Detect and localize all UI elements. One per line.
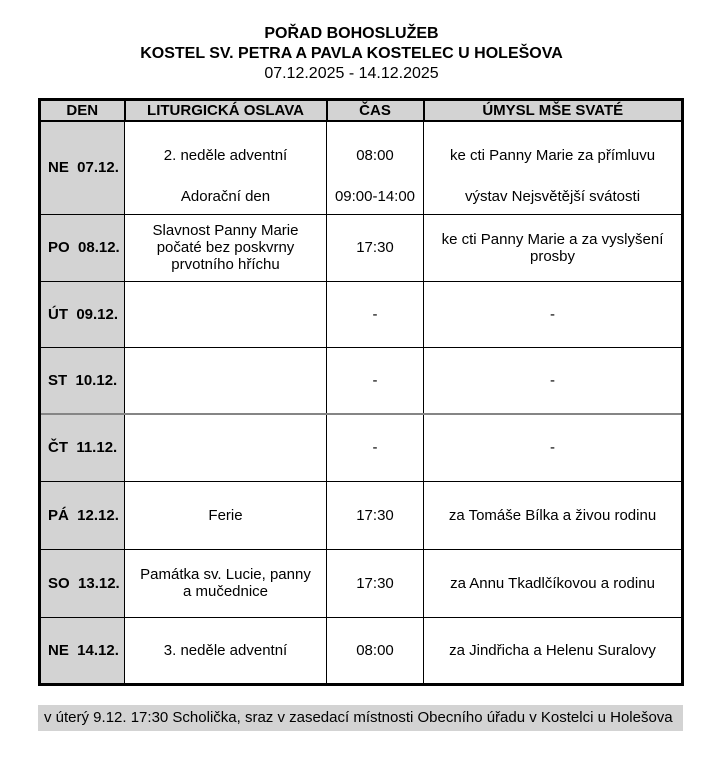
day-cell: ÚT 09.12.	[40, 281, 125, 347]
day-cell: NE 07.12.	[40, 121, 125, 214]
table-row-so-13-12	[40, 549, 683, 617]
intention-cell: -	[424, 347, 683, 414]
day-cell: ST 10.12.	[40, 347, 125, 414]
intention-cell	[424, 121, 683, 214]
time-main: 08:00	[356, 146, 394, 164]
day-cell: ČT 11.12.	[40, 414, 125, 481]
schedule-table	[38, 98, 684, 686]
liturgy-main: 2. neděle adventní	[163, 146, 288, 164]
liturgy-cell: 3. neděle adventní	[125, 617, 327, 684]
liturgy-cell	[125, 121, 327, 214]
table-row-po-08-12	[40, 214, 683, 281]
liturgy-cell	[125, 281, 327, 347]
time-cell: -	[327, 414, 424, 481]
liturgy-cell: Památka sv. Lucie, panny a mučednice	[125, 549, 327, 617]
time-cell: 17:30	[327, 214, 424, 281]
time-sub: 09:00-14:00	[334, 188, 416, 205]
time-cell: 17:30	[327, 549, 424, 617]
day-cell: SO 13.12.	[40, 549, 125, 617]
liturgy-cell: Ferie	[125, 481, 327, 549]
table-row-pa-12-12	[40, 481, 683, 549]
document-header	[0, 0, 703, 84]
intention-sub: výstav Nejsvětější svátosti	[464, 188, 641, 205]
column-header-umysl-mse-svate: ÚMYSL MŠE SVATÉ	[424, 100, 683, 122]
intention-cell: za Jindřicha a Helenu Suralovy	[424, 617, 683, 684]
day-cell: PÁ 12.12.	[40, 481, 125, 549]
liturgy-cell	[125, 414, 327, 481]
footer-note: v úterý 9.12. 17:30 Scholička, sraz v zasedací místnosti Obecního úřadu v Kostelci u Holešova	[38, 705, 683, 731]
table-row-ct-11-12	[40, 414, 683, 481]
table-row-ne-07-12	[40, 121, 683, 214]
intention-cell: -	[424, 281, 683, 347]
time-cell: -	[327, 281, 424, 347]
intention-cell: za Annu Tkadlčíkovou a rodinu	[424, 549, 683, 617]
table-row-st-10-12	[40, 347, 683, 414]
table-header-row	[40, 100, 683, 122]
page-title: POŘAD BOHOSLUŽEB	[264, 25, 439, 42]
day-cell: NE 14.12.	[40, 617, 125, 684]
liturgy-sub: Adorační den	[180, 188, 271, 205]
page-subtitle: KOSTEL SV. PETRA A PAVLA KOSTELEC U HOLEŠOVA	[140, 45, 563, 62]
column-header-cas: ČAS	[327, 100, 424, 122]
time-cell: -	[327, 347, 424, 414]
time-cell: 17:30	[327, 481, 424, 549]
table-row-ut-09-12	[40, 281, 683, 347]
day-cell: PO 08.12.	[40, 214, 125, 281]
intention-cell: -	[424, 414, 683, 481]
table-row-ne-14-12	[40, 617, 683, 684]
time-cell: 08:00	[327, 617, 424, 684]
column-header-den: DEN	[40, 100, 125, 122]
intention-cell: ke cti Panny Marie a za vyslyšení prosby	[424, 214, 683, 281]
liturgy-cell	[125, 347, 327, 414]
date-range: 07.12.2025 - 14.12.2025	[264, 65, 439, 82]
intention-cell: za Tomáše Bílka a živou rodinu	[424, 481, 683, 549]
time-cell	[327, 121, 424, 214]
intention-main: ke cti Panny Marie za přímluvu	[449, 146, 656, 164]
liturgy-cell: Slavnost Panny Marie počaté bez poskvrny prvotního hříchu	[125, 214, 327, 281]
column-header-liturgicka-oslava: LITURGICKÁ OSLAVA	[125, 100, 327, 122]
